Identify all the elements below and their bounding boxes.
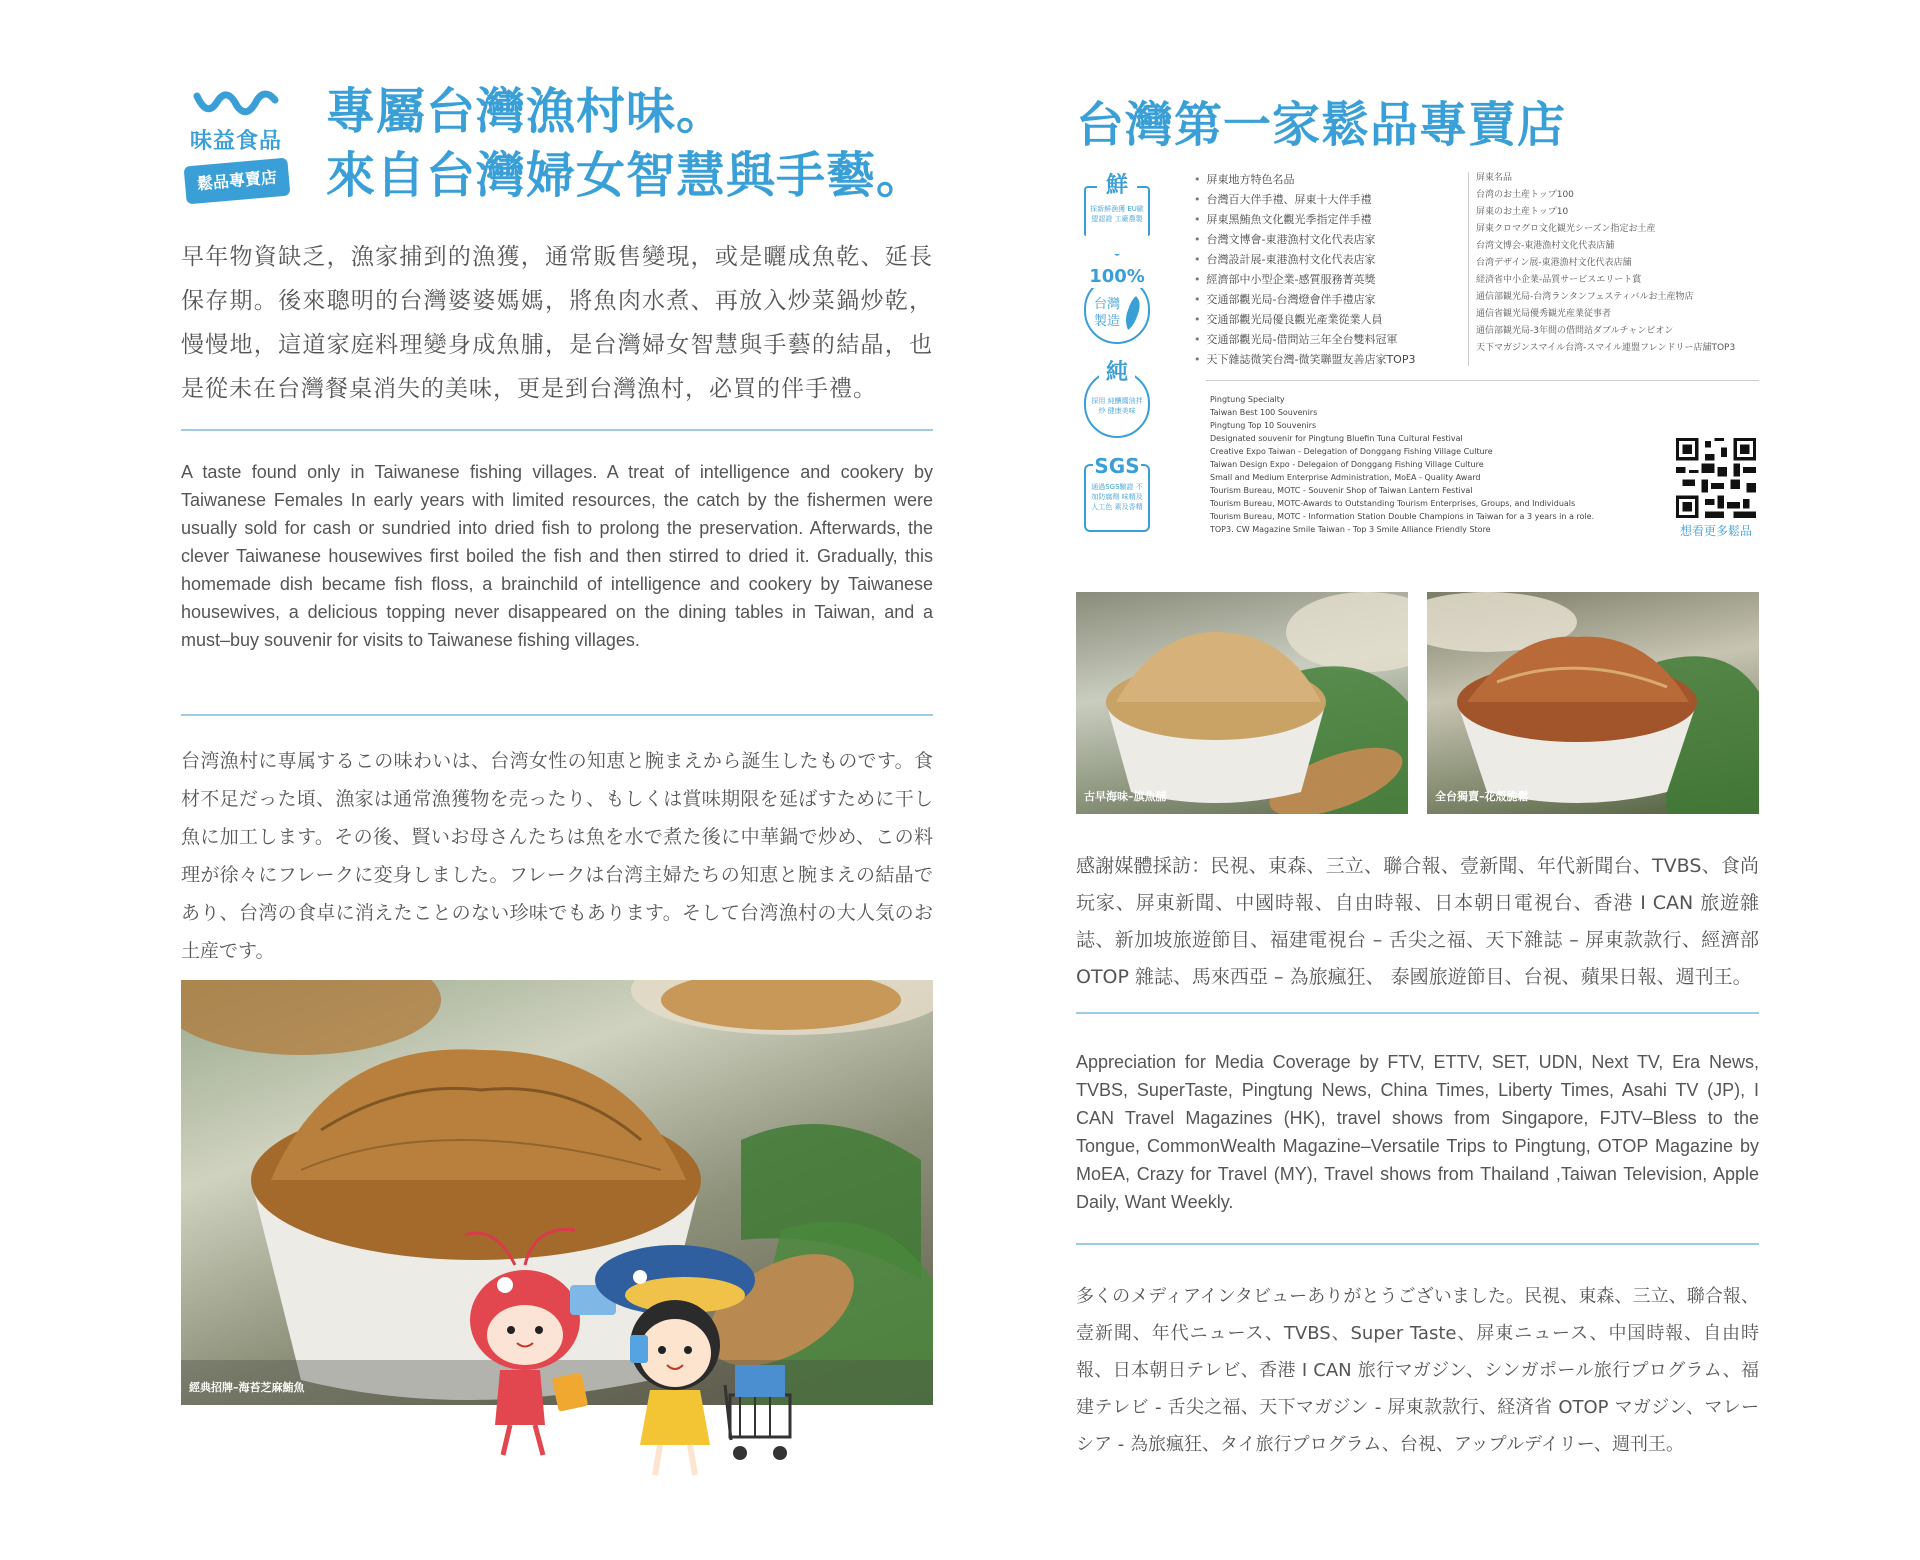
brand-badge: 鬆品專賣店 bbox=[184, 158, 291, 205]
award-jp-item: 台湾のお土産トップ100 bbox=[1476, 190, 1574, 200]
award-en-item: Taiwan Best 100 Souvenirs bbox=[1210, 408, 1318, 417]
award-jp-item: 台湾デザイン展-東港漁村文化代表店舗 bbox=[1476, 258, 1632, 268]
award-zh-item: • 台灣百大伴手禮、屏東十大伴手禮 bbox=[1194, 190, 1464, 210]
award-jp-item: 天下マガジンスマイル台湾-スマイル連盟フレンドリー店舗TOP3 bbox=[1476, 343, 1736, 353]
photo-swordfish-floss bbox=[1076, 592, 1408, 814]
award-en-item: Pingtung Top 10 Souvenirs bbox=[1210, 421, 1317, 430]
award-en-item: Creative Expo Taiwan - Delegation of Donggang Fishing Village Culture bbox=[1210, 447, 1493, 456]
awards-en-list bbox=[1210, 393, 1650, 536]
wave-logo-icon bbox=[193, 90, 279, 120]
award-zh-item: • 經濟部中小型企業-感質服務菁英獎 bbox=[1194, 270, 1464, 290]
brand-logo bbox=[181, 90, 291, 210]
divider-1 bbox=[181, 429, 933, 431]
headline-line-1: 專屬台灣漁村味。 bbox=[326, 83, 727, 140]
divider-2 bbox=[181, 714, 933, 716]
award-zh-item: • 交通部觀光局-借問站三年全台雙料冠軍 bbox=[1194, 330, 1464, 350]
award-zh-item: • 交通部觀光局-台灣燈會伴手禮店家 bbox=[1194, 290, 1464, 310]
award-zh-item: • 台灣文博會-東港漁村文化代表店家 bbox=[1194, 230, 1464, 250]
brand-name: 味益食品 bbox=[189, 128, 282, 154]
award-jp-item: 通信部観光局-台湾ランタンフェスティバルお土産物店 bbox=[1476, 292, 1694, 302]
shopping-cart-icon bbox=[725, 1365, 790, 1460]
en-paragraph: A taste found only in Taiwanese fishing villages. A treat of intelligence and cookery by Taiwanese Females In early years with limited resources, the catch by the fishermen were usually sold for cash or sundried into dried fish to prolong the preservation. Afterwards, the clever Taiwanese housewives first boiled the fish and then stirred to dried it. Gradually, this homemade dish became fish floss, a brainchild of intelligence and cookery by Taiwanese housewives, a delicious topping never disappeared on the dining tables in Taiwan, and a must–buy souvenir for visits to Taiwanese fishing villages. bbox=[181, 462, 933, 650]
qr-code-icon[interactable] bbox=[1676, 438, 1756, 518]
store-title: 台灣第一家鬆品專賣店 bbox=[1076, 97, 1567, 153]
photo-crispy-caption: 全台獨賣–花殼脆鬆 bbox=[1435, 790, 1529, 803]
badge-taiwan-made-text: 台灣 製造 bbox=[1093, 297, 1120, 329]
award-zh-item: • 交通部觀光局優良觀光產業從業人員 bbox=[1194, 310, 1464, 330]
awards-vertical-divider bbox=[1468, 172, 1469, 366]
award-jp-item: 屏東のお土産トップ10 bbox=[1476, 207, 1569, 217]
taiwan-map-icon bbox=[1124, 296, 1142, 330]
tuna-girl-mascot-icon bbox=[595, 1245, 755, 1475]
swordfish-floss-bowl-illustration bbox=[1076, 592, 1408, 814]
award-jp-item: 通信部観光局-3年間の借問站ダブルチャンピオン bbox=[1476, 326, 1674, 336]
award-en-item: Designated souvenir for Pingtung Bluefin Tuna Cultural Festival bbox=[1210, 434, 1463, 443]
shrimp-mascot-icon bbox=[465, 1229, 616, 1455]
badge-pure-title: 純 bbox=[1099, 360, 1135, 386]
award-jp-item: 経済省中小企業-品質サービスエリート賞 bbox=[1476, 275, 1642, 285]
award-jp-item: 通信省観光局優秀観光産業従事者 bbox=[1476, 309, 1612, 319]
award-jp-item: 台湾文博会-東港漁村文化代表店舗 bbox=[1476, 241, 1615, 251]
divider-3 bbox=[1076, 1012, 1759, 1014]
photo-caption: 經典招牌–海苔芝麻鮪魚 bbox=[189, 1381, 305, 1394]
award-zh-item: • 天下雜誌微笑台灣-微笑聯盟友善店家TOP3 bbox=[1194, 350, 1464, 370]
jp-paragraph: 台湾漁村に専属するこの味わいは、台湾女性の知恵と腕まえから誕生したものです。食材不足だった頃、漁家は通常漁獲物を売ったり、もしくは賞味期限を延ばすために干し魚に加工します。その後、賢いお母さんたちは魚を水で煮た後に中華鍋で炒め、この料理が徐々にフレークに変身しました。フレークは台湾主婦たちの知恵と腕まえの結晶であり、台湾の食卓に消えたことのない珍味でもあります。そして台湾漁村の大人気のお土産です。 bbox=[181, 750, 933, 962]
badge-fresh-title: 鮮 bbox=[1097, 172, 1137, 200]
zh-media-paragraph: 感謝媒體採訪：民視、東森、三立、聯合報、壹新聞、年代新聞台、TVBS、食尚玩家、屏東新聞、中國時報、自由時報、日本朝日電視台、香港 I CAN 旅遊雜誌、新加坡旅遊節目、福建電視台 – 舌尖之福、天下雜誌 – 屏東款款行、經濟部 OTOP 雜誌、馬來西亞 – 為旅瘋狂、 泰國旅遊節目、台視、蘋果日報、週刊王。 bbox=[1076, 855, 1759, 988]
photo-crispy-floss bbox=[1427, 592, 1759, 814]
headline bbox=[326, 80, 946, 208]
awards-zh-list bbox=[1194, 170, 1464, 370]
award-en-item: Taiwan Design Expo - Delegaion of Donggang Fishing Village Culture bbox=[1210, 460, 1484, 469]
award-jp-item: 屏東クロマグロ文化観光シーズン指定お土産 bbox=[1476, 224, 1656, 234]
award-zh-item: • 屏東地方特色名品 bbox=[1194, 170, 1464, 190]
badge-taiwan-made-title: 100% bbox=[1089, 266, 1145, 287]
qr-code-label[interactable]: 想看更多鬆品 bbox=[1679, 524, 1752, 538]
badge-sgs-text: 通過SGS驗證 不加防腐劑 味精及人工色 素及香精 bbox=[1091, 483, 1143, 511]
awards-horizontal-divider bbox=[1206, 380, 1759, 381]
award-zh-item: • 屏東黑鮪魚文化觀光季指定伴手禮 bbox=[1194, 210, 1464, 230]
award-en-item: Tourism Bureau, MOTC-Awards to Outstanding Tourism Enterprises, Groups, and Individuals bbox=[1210, 499, 1576, 508]
badge-sgs-title: SGS bbox=[1094, 454, 1140, 478]
headline-line-2: 來自台灣婦女智慧與手藝。 bbox=[326, 147, 927, 204]
en-media-paragraph: Appreciation for Media Coverage by FTV, ETTV, SET, UDN, Next TV, Era News, TVBS, SuperTaste, Pingtung News, China Times, Liberty Times, Asahi TV (JP), I CAN Travel Magazines (HK), travel shows from Singapore, FJTV–Bless to the Tongue, CommonWealth Magazine–Versatile Trips to Pingtung, OTOP Magazine by MoEA, Crazy for Travel (MY), Travel shows from Thailand ,Taiwan Television, Apple Daily, Want Weekly. bbox=[1076, 1052, 1759, 1212]
award-en-item: TOP3. CW Magazine Smile Taiwan - Top 3 Smile Alliance Friendly Store bbox=[1210, 525, 1491, 534]
zh-paragraph: 早年物資缺乏，漁家捕到的漁獲，通常販售變現，或是曬成魚乾、延長保存期。後來聰明的台灣婆婆媽媽，將魚肉水煮、再放入炒菜鍋炒乾，慢慢地，這道家庭料理變身成魚脯，是台灣婦女智慧與手藝的結晶，也是從未在台灣餐桌消失的美味，更是到台灣漁村，必買的伴手禮。 bbox=[181, 244, 933, 402]
badge-fresh-text: 採新鮮漁獲 EU歐盟認證 工廠農製 bbox=[1090, 205, 1144, 223]
awards-jp-list bbox=[1476, 170, 1766, 357]
divider-4 bbox=[1076, 1243, 1759, 1245]
photo-swordfish-caption: 古早海味–旗魚脯 bbox=[1084, 790, 1167, 803]
award-en-item: Pingtung Specialty bbox=[1210, 395, 1285, 404]
badge-pure-text: 採用 純釀醬油拌炒 健康美味 bbox=[1091, 397, 1143, 415]
jp-media-paragraph: 多くのメディアインタビューありがとうございました。民視、東森、三立、聯合報、壹新聞、年代ニュース、TVBS、Super Taste、屏東ニュース、中国時報、自由時報、日本朝日テレビ、香港 I CAN 旅行マガジン、シンガポール旅行プログラム、福建テレビ - 舌尖之福、天下マガジン - 屏東款款行、経済省 OTOP マガジン、マレーシア - 為旅瘋狂、タイ旅行プログラム、台視、アップルデイリー、週刊王。 bbox=[1076, 1286, 1759, 1455]
award-en-item: Small and Medium Enterprise Administration, MoEA - Quality Award bbox=[1210, 473, 1481, 482]
mascot-characters bbox=[435, 1225, 815, 1495]
award-en-item: Tourism Bureau, MOTC - Souvenir Shop of Taiwan Lantern Festival bbox=[1210, 486, 1473, 495]
award-en-item: Tourism Bureau, MOTC - Information Station Double Champions in Taiwan for a 3 years in a role. bbox=[1210, 512, 1595, 521]
award-zh-item: • 台灣設計展-東港漁村文化代表店家 bbox=[1194, 250, 1464, 270]
crispy-floss-bowl-illustration bbox=[1427, 592, 1759, 814]
award-jp-item: 屏東名品 bbox=[1476, 173, 1513, 183]
